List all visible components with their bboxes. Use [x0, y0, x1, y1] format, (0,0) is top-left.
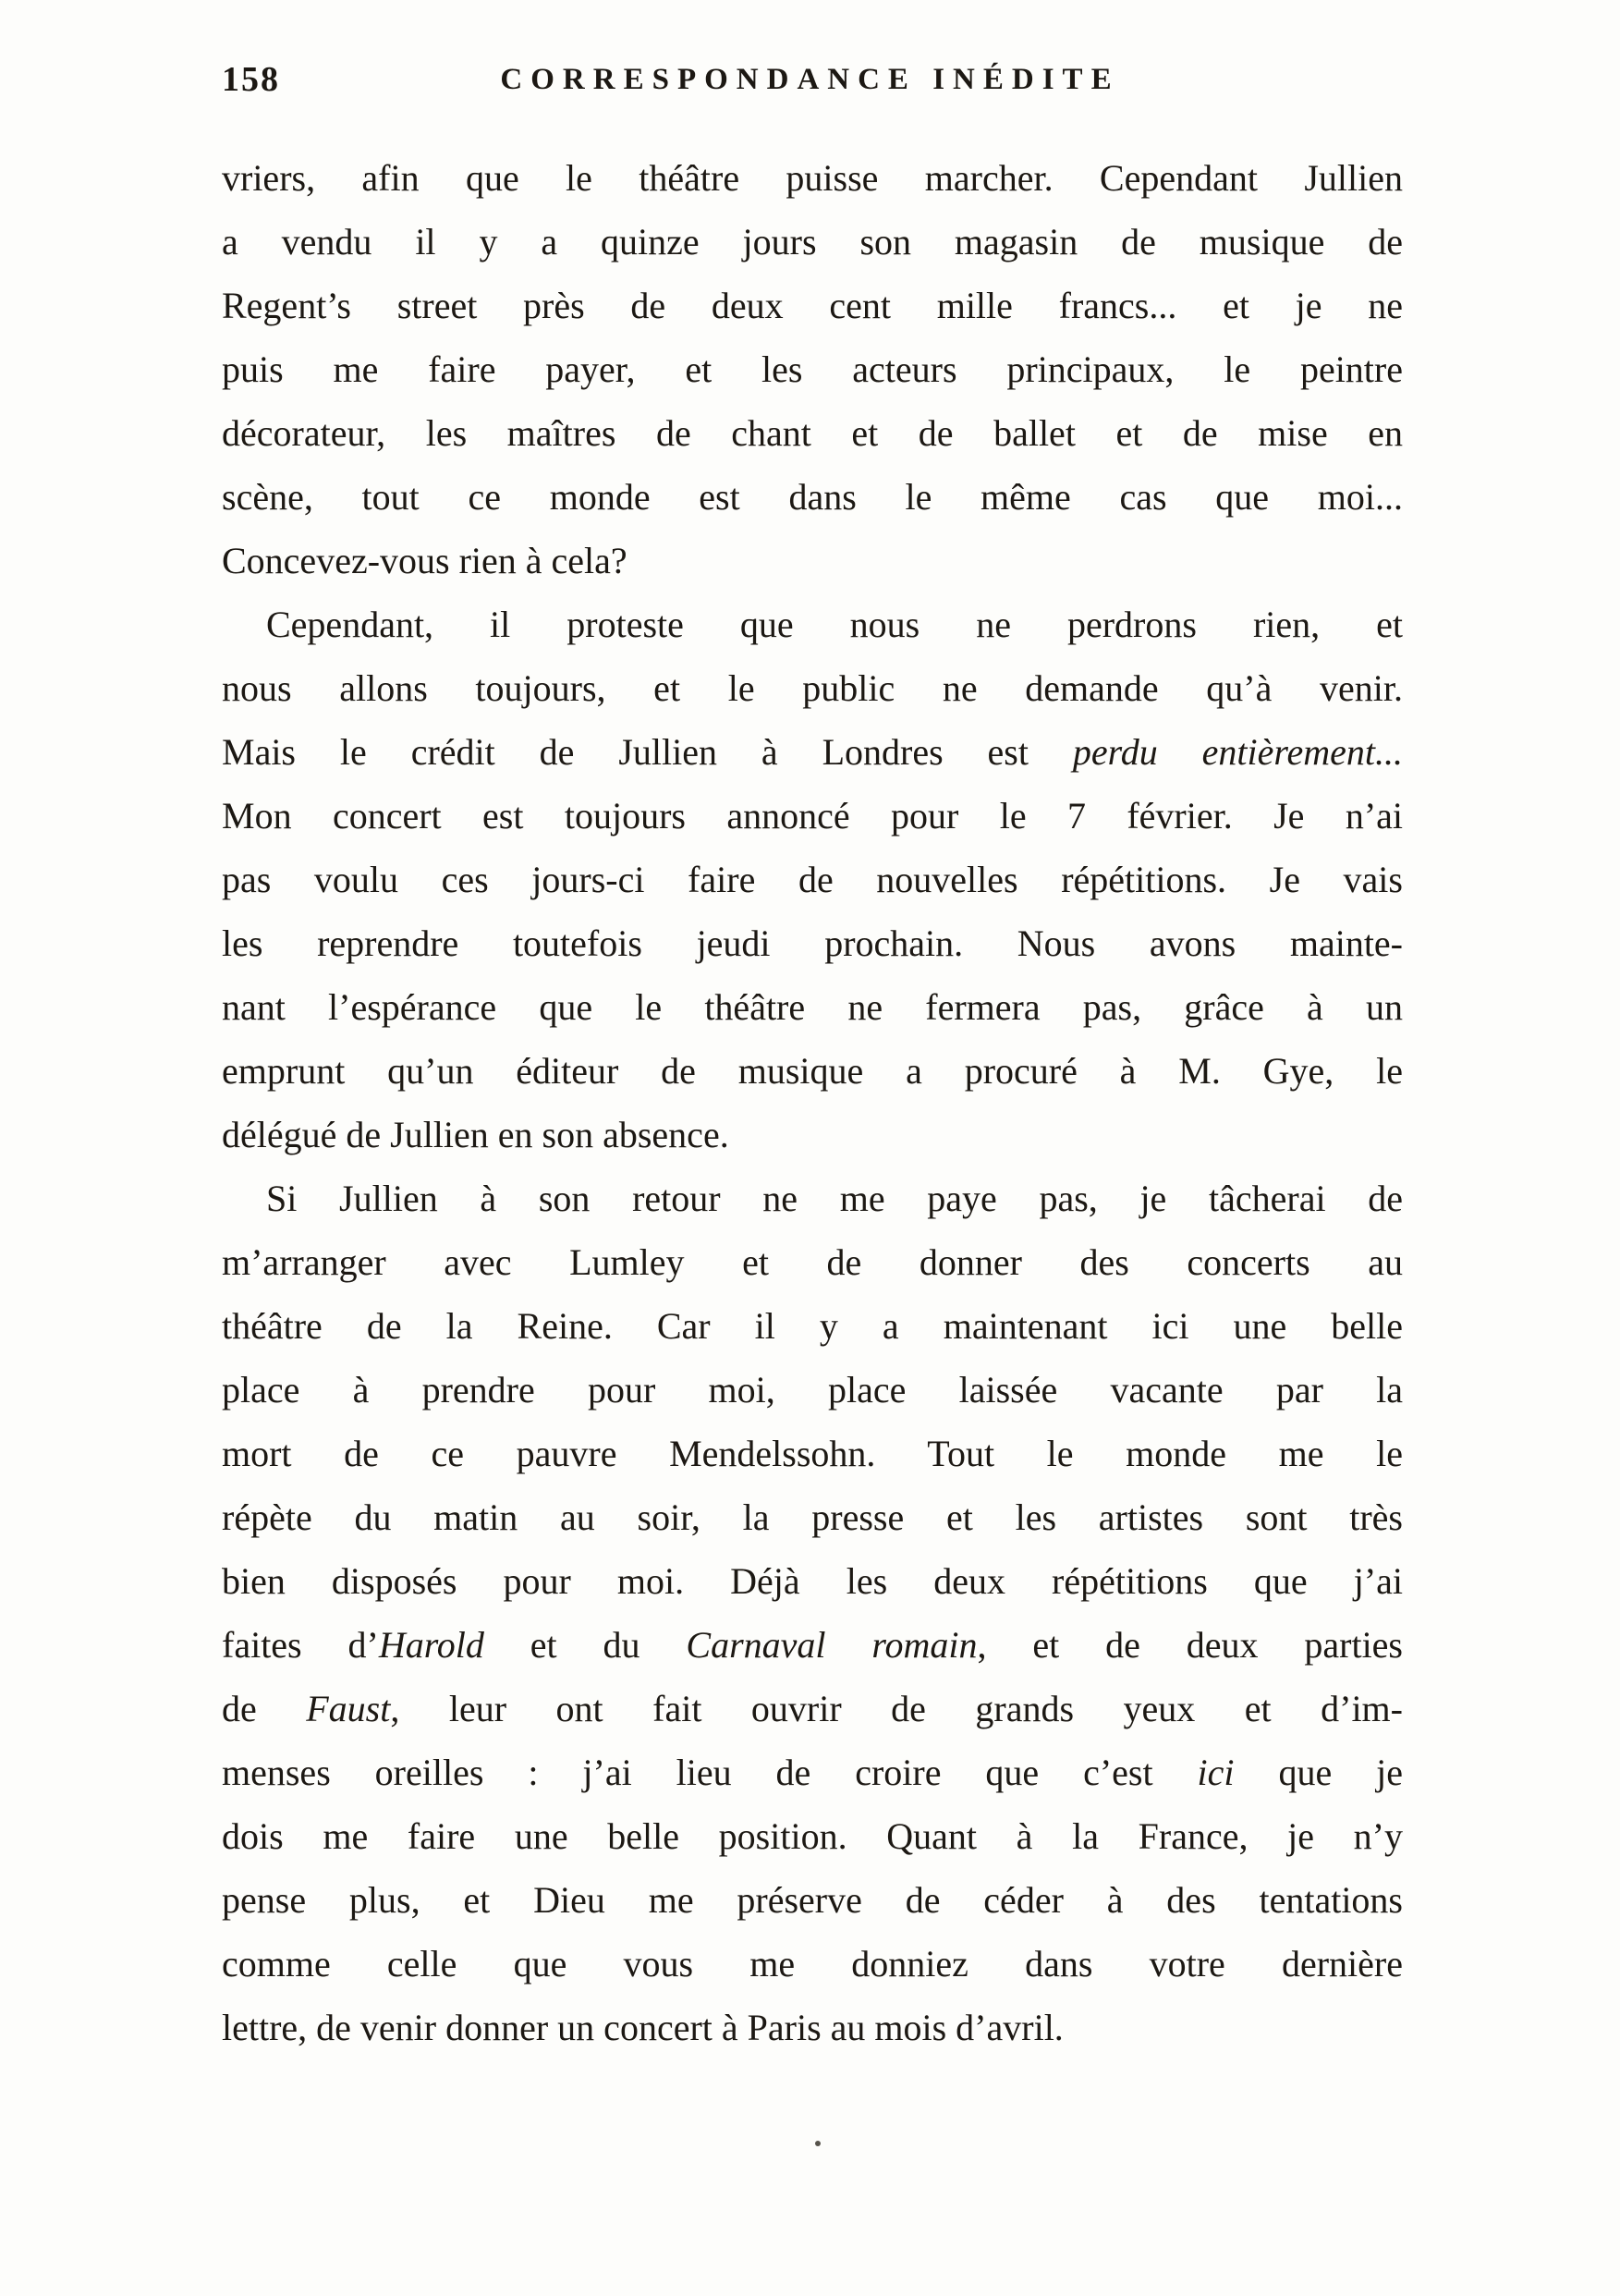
text-line: Mais le crédit de Jullien à Londres est perdu entièrement... [222, 731, 1403, 773]
text-line: m’arranger avec Lumley et de donner des concerts au [222, 1241, 1403, 1283]
text-line: décorateur, les maîtres de chant et de ballet et de mise en [222, 412, 1403, 454]
text-block [222, 146, 1403, 2059]
italic-text: Harold [378, 1624, 484, 1666]
text-line: faites d’Harold et du Carnaval romain, et de deux parties [222, 1624, 1403, 1666]
italic-text: perdu entièrement... [1072, 731, 1403, 773]
paragraph [222, 592, 1403, 1166]
paragraph [222, 146, 1403, 592]
page-header [222, 55, 1398, 111]
text-line: de Faust, leur ont fait ouvrir de grands yeux et d’im- [222, 1688, 1403, 1729]
page-number: 158 [222, 60, 280, 99]
text-line: les reprendre toutefois jeudi prochain. Nous avons mainte- [222, 922, 1403, 964]
text-line: menses oreilles : j’ai lieu de croire que c’est ici que je [222, 1752, 1403, 1793]
text-line: nant l’espérance que le théâtre ne fermera pas, grâce à un [222, 986, 1403, 1028]
text-line: emprunt qu’un éditeur de musique a procuré à M. Gye, le [222, 1050, 1403, 1092]
text-line: scène, tout ce monde est dans le même cas que moi... [222, 476, 1403, 518]
text-line: Mon concert est toujours annoncé pour le 7 février. Je n’ai [222, 795, 1403, 837]
text-line: Concevez-vous rien à cela? [222, 540, 627, 581]
text-line: nous allons toujours, et le public ne demande qu’à venir. [222, 667, 1403, 709]
text-line: mort de ce pauvre Mendelssohn. Tout le monde me le [222, 1433, 1403, 1474]
text-line: vriers, afin que le théâtre puisse marcher. Cependant Jullien [222, 157, 1403, 199]
text-line: délégué de Jullien en son absence. [222, 1114, 729, 1155]
text-line: puis me faire payer, et les acteurs principaux, le peintre [222, 348, 1403, 390]
running-header-title: CORRESPONDANCE INÉDITE [500, 63, 1120, 96]
text-line: bien disposés pour moi. Déjà les deux répétitions que j’ai [222, 1560, 1403, 1602]
text-line: Regent’s street près de deux cent mille francs... et je ne [222, 285, 1403, 326]
text-line: dois me faire une belle position. Quant à la France, je n’y [222, 1815, 1403, 1857]
italic-text: Carnaval romain [686, 1624, 978, 1666]
text-line: répète du matin au soir, la presse et les artistes sont très [222, 1496, 1403, 1538]
italic-text: Faust [306, 1688, 391, 1729]
text-line: pense plus, et Dieu me préserve de céder à des tentations [222, 1879, 1403, 1921]
text-line: Si Jullien à son retour ne me paye pas, je tâcherai de [266, 1178, 1403, 1219]
text-line: a vendu il y a quinze jours son magasin de musique de [222, 221, 1403, 263]
text-line: pas voulu ces jours-ci faire de nouvelles répétitions. Je vais [222, 859, 1403, 900]
paragraph [222, 1166, 1403, 2059]
text-line: place à prendre pour moi, place laissée vacante par la [222, 1369, 1403, 1411]
italic-text: ici [1197, 1752, 1235, 1793]
text-line: Cependant, il proteste que nous ne perdrons rien, et [266, 604, 1403, 645]
text-line: comme celle que vous me donniez dans votre dernière [222, 1943, 1403, 1985]
ink-dot-artifact [815, 2141, 821, 2146]
text-line: lettre, de venir donner un concert à Paris au mois d’avril. [222, 2007, 1064, 2048]
text-line: théâtre de la Reine. Car il y a maintenant ici une belle [222, 1305, 1403, 1347]
